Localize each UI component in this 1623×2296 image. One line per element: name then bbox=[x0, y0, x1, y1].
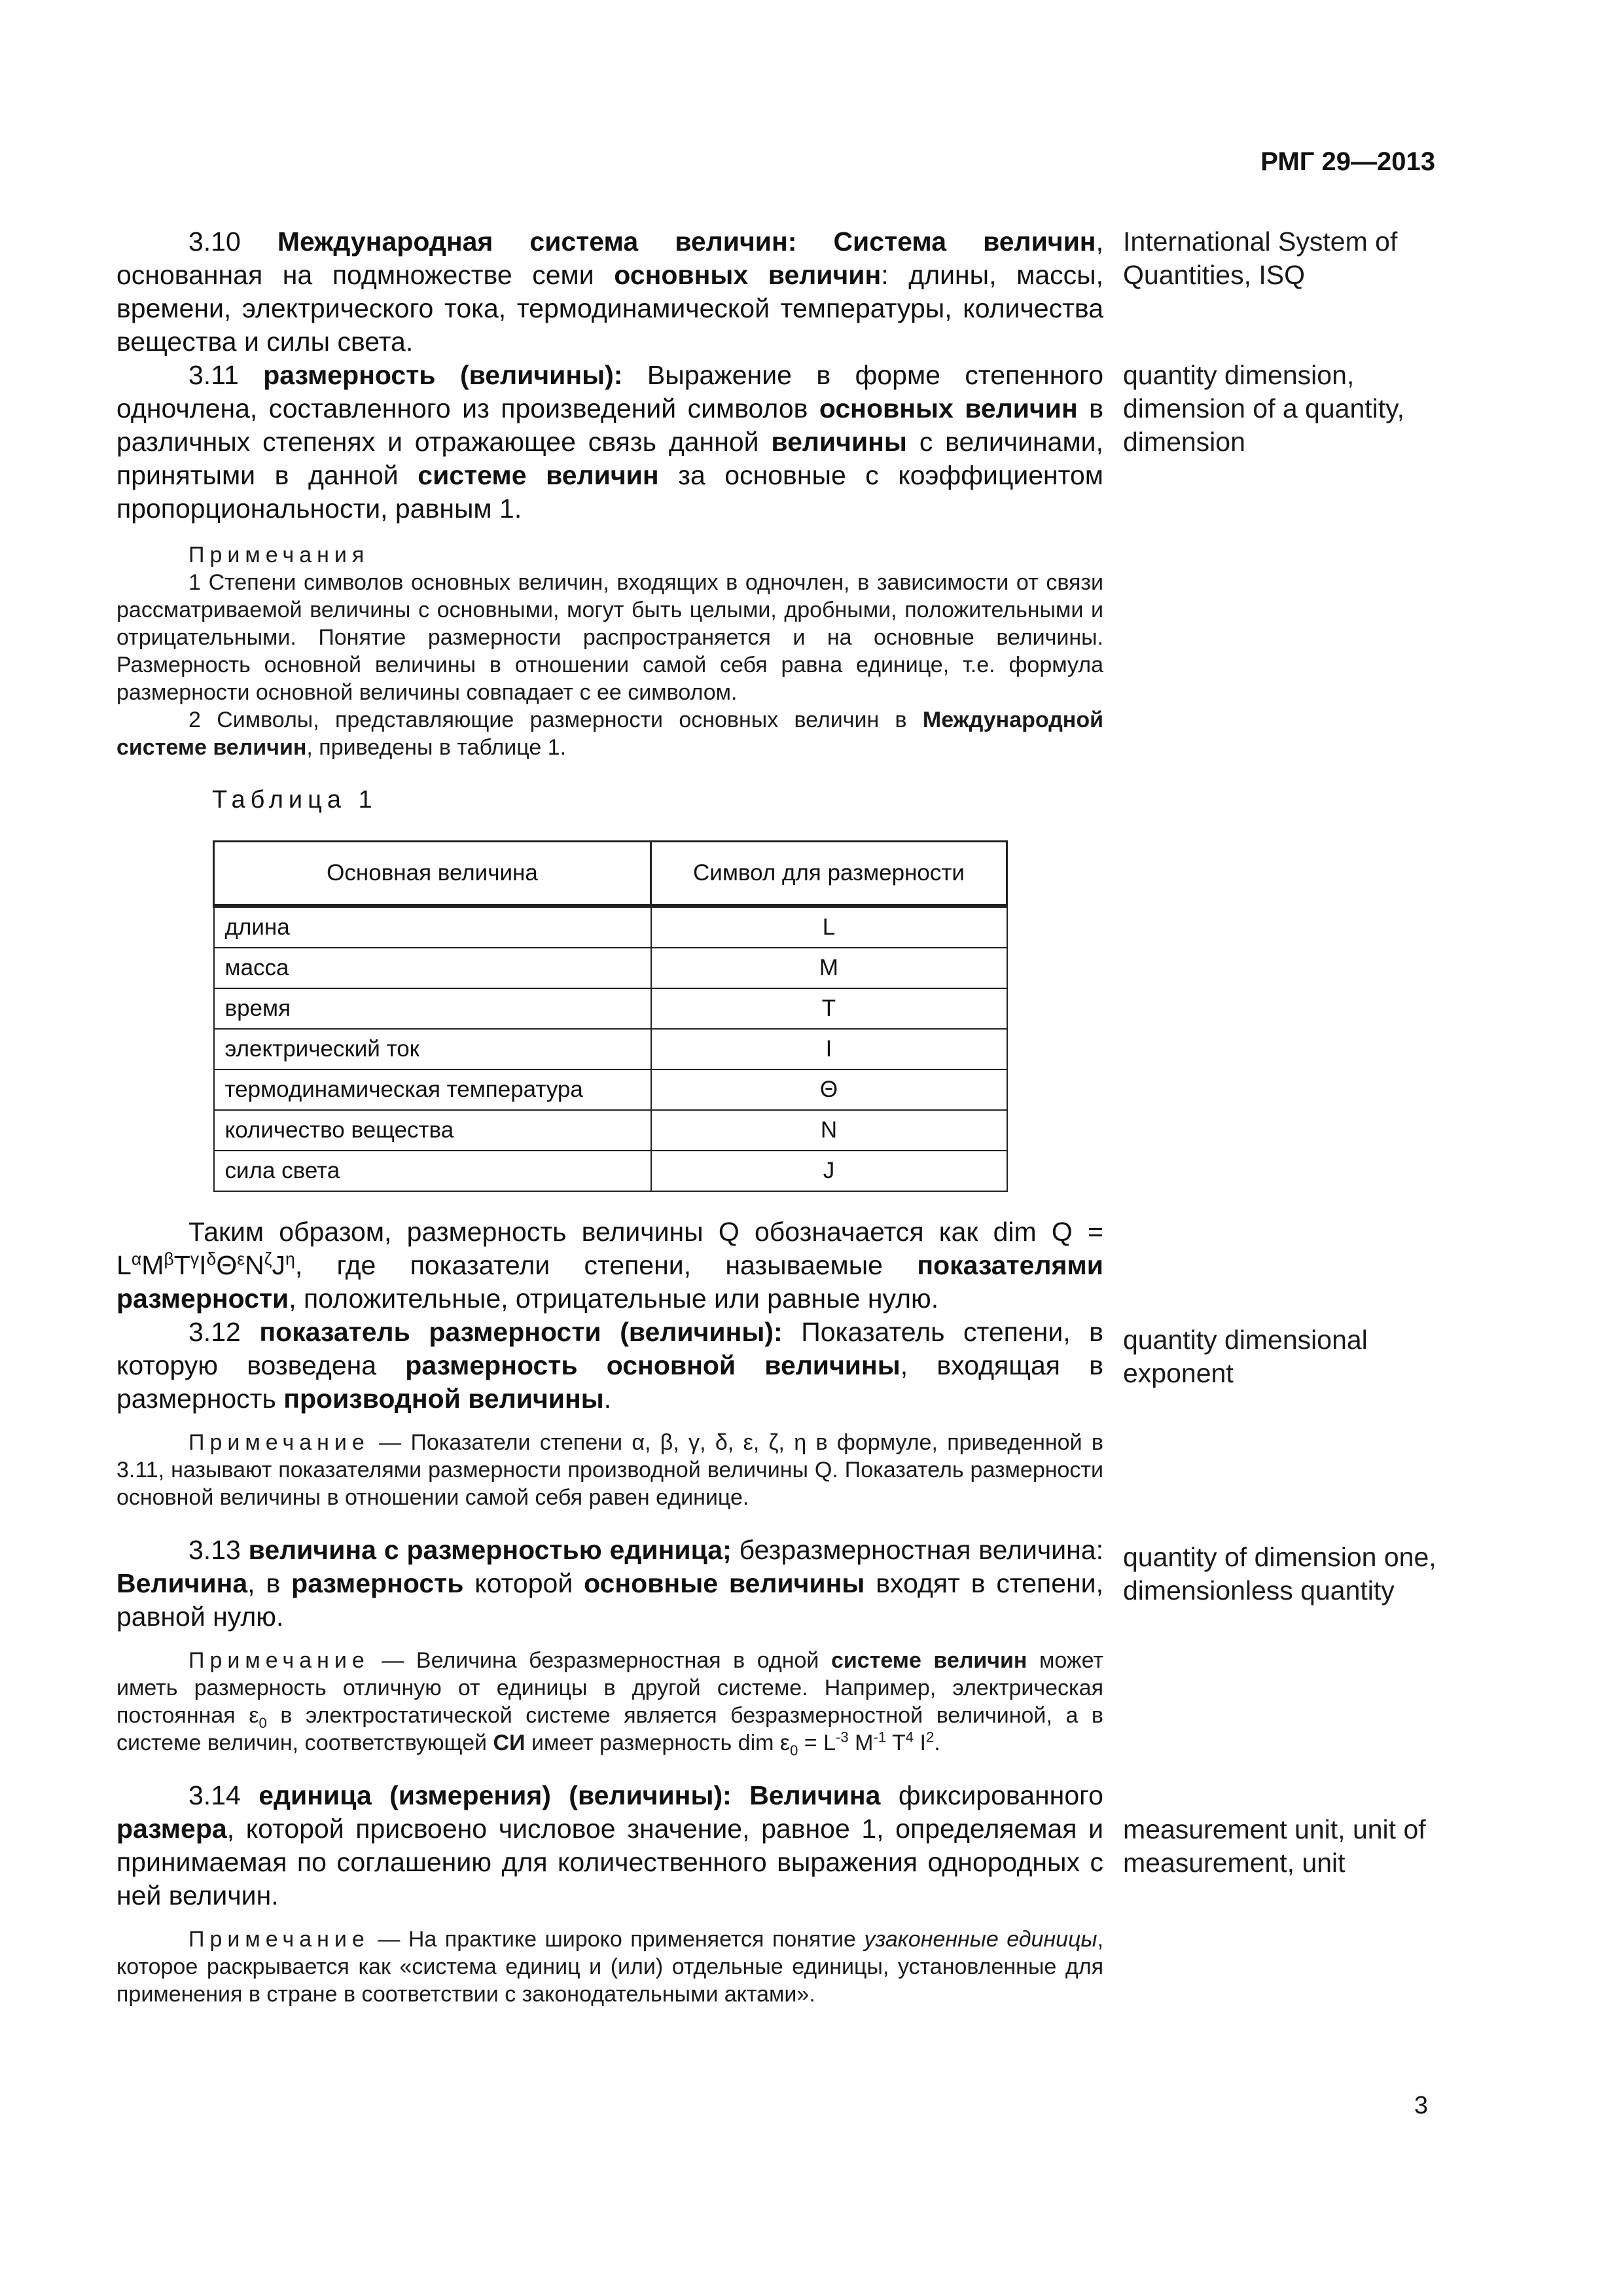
exponent: α bbox=[131, 1249, 142, 1269]
table-row bbox=[214, 988, 1007, 1029]
term: показатель размерности (величины): bbox=[259, 1317, 783, 1347]
text: за основные с коэффициентом пропорциональности, равным 1. bbox=[116, 460, 1103, 524]
symbol-cell: J bbox=[651, 1151, 1007, 1191]
table-caption: Таблица 1 bbox=[212, 786, 378, 814]
formula-part: I bbox=[914, 1731, 926, 1755]
text: , входящая в размерность bbox=[116, 1350, 1103, 1414]
standard-header: РМГ 29—2013 bbox=[1260, 147, 1435, 176]
text: Показатель степени, в которую возведена bbox=[116, 1317, 1103, 1380]
text: , основанная на подмножестве семи bbox=[116, 226, 1103, 290]
formula-part: = L bbox=[798, 1731, 836, 1755]
quantity-cell: электрический ток bbox=[214, 1029, 651, 1069]
exponent: η bbox=[285, 1249, 295, 1269]
term-en-3-14: measurement unit, unit of measurement, unit bbox=[1123, 1814, 1426, 1878]
text: , которой присвоено числовое значение, равное 1, определяемая и принимаемая по соглашению для количественного выражения однородных с ней величин. bbox=[116, 1814, 1103, 1910]
formula-part: N bbox=[245, 1250, 264, 1280]
bold-text: основных величин bbox=[819, 393, 1078, 423]
symbol-cell: I bbox=[651, 1029, 1007, 1069]
section-number: 3.10 bbox=[188, 226, 241, 257]
table-row bbox=[214, 948, 1007, 988]
text: безразмерностная величина: bbox=[739, 1535, 1103, 1565]
note-label: Примечание bbox=[188, 1430, 370, 1455]
bold-text: основных величин bbox=[614, 260, 882, 290]
exponent: δ bbox=[206, 1249, 217, 1269]
dimensions-table bbox=[213, 840, 1008, 1192]
symbol-cell: T bbox=[651, 988, 1007, 1029]
text: , в bbox=[247, 1568, 281, 1598]
section-number: 3.13 bbox=[188, 1535, 241, 1565]
text: в электростатической системе является безразмерностной величиной, а в системе величин, соответствующей bbox=[116, 1703, 1103, 1755]
note-1: 1 Степени символов основных величин, входящих в одночлен, в зависимости от связи рассматриваемой величины с основными, могут быть целыми, дробными, положительными и отрицательными. Понятие размерности распространяется и на основные величины. Размерность основной величины в отношении самой себя равна единице, т.е. формула размерности основной величины совпадает с ее символом. bbox=[116, 570, 1103, 705]
exponent: β bbox=[164, 1249, 174, 1269]
note-label: Примечание bbox=[188, 1927, 370, 1952]
note-2 bbox=[116, 706, 1103, 761]
table-row bbox=[214, 1069, 1007, 1110]
formula-part: M bbox=[141, 1250, 164, 1280]
bold-text: размерность основной величины bbox=[405, 1350, 901, 1380]
section-3-10 bbox=[116, 225, 1103, 359]
section-number: 3.14 bbox=[188, 1780, 241, 1810]
quantity-cell: количество вещества bbox=[214, 1110, 651, 1151]
bold-text: величины bbox=[771, 427, 907, 457]
section-3-14 bbox=[116, 1779, 1103, 1912]
bold-text: производной величины bbox=[283, 1384, 604, 1414]
text: 2 Символы, представляющие размерности основных величин в bbox=[188, 708, 907, 732]
formula-part: T bbox=[173, 1250, 190, 1280]
section-3-11 bbox=[116, 359, 1103, 526]
bold-text: основные величины bbox=[584, 1568, 865, 1598]
bold-text: СИ bbox=[493, 1731, 526, 1755]
formula-part: T bbox=[886, 1731, 906, 1755]
text: которой bbox=[474, 1568, 573, 1598]
exponent: 4 bbox=[905, 1729, 914, 1746]
term: единица (измерения) (величины): bbox=[259, 1780, 732, 1810]
text: . bbox=[603, 1384, 612, 1414]
formula-part: J bbox=[272, 1250, 285, 1280]
quantity-cell: сила света bbox=[214, 1151, 651, 1191]
formula-part: dim ε bbox=[738, 1731, 791, 1755]
dimension-formula-paragraph bbox=[116, 1215, 1103, 1316]
bold-text: размера bbox=[116, 1814, 227, 1844]
text: с величинами, принятыми в данной bbox=[116, 427, 1103, 490]
section-number: 3.11 bbox=[188, 360, 239, 390]
symbol-cell: M bbox=[651, 948, 1007, 988]
notes-heading: Примечания bbox=[188, 543, 370, 567]
section-number: 3.12 bbox=[188, 1317, 241, 1347]
text: — На практике широко применяется понятие bbox=[378, 1927, 856, 1952]
bold-text: размерность bbox=[291, 1568, 464, 1598]
bold-text: системе величин bbox=[418, 460, 659, 490]
note-label: Примечание bbox=[188, 1648, 370, 1673]
bold-text: системе величин bbox=[830, 1648, 1027, 1673]
text: , где показатели степени, называемые bbox=[294, 1250, 883, 1280]
symbol-cell: Θ bbox=[651, 1069, 1007, 1110]
table-row bbox=[214, 1151, 1007, 1191]
text: входят в степени, равной нулю. bbox=[116, 1568, 1103, 1632]
table-header-row bbox=[214, 842, 1007, 906]
symbol-cell: L bbox=[651, 906, 1007, 948]
table-row bbox=[214, 906, 1007, 948]
exponent: -1 bbox=[873, 1729, 887, 1746]
text: — Показатели степени α, β, γ, δ, ε, ζ, η в формуле, приведенной в 3.11, называют показателями размерности производной величины Q. Показатель размерности основной величины в отношении самой себя равен единице. bbox=[116, 1430, 1103, 1510]
text: , приведены в таблице 1. bbox=[306, 735, 567, 760]
text: , положительные, отрицательные или равные нулю. bbox=[289, 1283, 939, 1314]
text: имеет размерность bbox=[531, 1731, 732, 1755]
quantity-cell: длина bbox=[214, 906, 651, 948]
section-3-13 bbox=[116, 1534, 1103, 1634]
italic-text: узаконенные единицы bbox=[864, 1927, 1097, 1952]
bold-text: показателями размерности bbox=[116, 1250, 1103, 1314]
exponent: 2 bbox=[925, 1729, 935, 1746]
main-column bbox=[116, 225, 1103, 2008]
subscript: 0 bbox=[259, 1714, 267, 1731]
formula-part: . bbox=[934, 1731, 940, 1755]
bold-text: Международной системе величин bbox=[116, 708, 1103, 760]
exponent: ε bbox=[237, 1249, 245, 1269]
text: — Величина безразмерностная в одной bbox=[382, 1648, 819, 1673]
quantity-cell: термодинамическая температура bbox=[214, 1069, 651, 1110]
term-en-3-13: quantity of dimension one, dimensionless quantity bbox=[1123, 1542, 1436, 1605]
subscript: 0 bbox=[790, 1742, 798, 1759]
exponent: γ bbox=[190, 1249, 200, 1269]
bold-text: Величина bbox=[749, 1780, 881, 1810]
formula-part: dim Q = L bbox=[116, 1217, 1103, 1280]
exponent: -3 bbox=[836, 1729, 849, 1746]
formula-part: I bbox=[199, 1250, 207, 1280]
table-row bbox=[214, 1029, 1007, 1069]
term-en-3-12: quantity dimensional exponent bbox=[1123, 1325, 1368, 1388]
term: размерность (величины): bbox=[263, 360, 623, 390]
note-3-13 bbox=[116, 1647, 1103, 1757]
formula-part: M bbox=[848, 1731, 874, 1755]
text: Таким образом, размерность величины Q обозначается как bbox=[188, 1217, 978, 1247]
bold-text: Система величин bbox=[833, 226, 1096, 257]
text: в различных степенях и отражающее связь данной bbox=[116, 393, 1103, 457]
text: , которое раскрывается как «система единиц и (или) отдельные единицы, установленные для применения в стране в соответствии с законодательными актами». bbox=[116, 1927, 1104, 2007]
symbol-cell: N bbox=[651, 1110, 1007, 1151]
bold-text: Величина bbox=[116, 1568, 248, 1598]
text: Выражение в форме степенного одночлена, составленного из произведений символов bbox=[116, 360, 1103, 423]
dimension-example-formula bbox=[738, 1729, 940, 1759]
section-3-12 bbox=[116, 1316, 1103, 1416]
term-en-3-10: International System of Quantities, ISQ bbox=[1123, 226, 1398, 290]
quantity-cell: время bbox=[214, 988, 651, 1029]
term: Международная система величин: bbox=[277, 226, 797, 257]
term-en-3-11: quantity dimension, dimension of a quantity, dimension bbox=[1123, 360, 1404, 457]
column-header: Основная величина bbox=[214, 842, 651, 906]
exponent: ζ bbox=[264, 1249, 272, 1269]
epsilon-symbol: ε bbox=[249, 1703, 259, 1728]
notes-3-11 bbox=[116, 541, 1103, 761]
formula-part: Θ bbox=[216, 1250, 238, 1280]
term: величина с размерностью единица; bbox=[248, 1535, 732, 1565]
text: фиксированного bbox=[898, 1780, 1103, 1810]
note-3-12 bbox=[116, 1429, 1103, 1511]
note-3-14 bbox=[116, 1926, 1103, 2008]
text: : длины, массы, времени, электрического тока, термодинамической температуры, количества вещества и силы света. bbox=[116, 260, 1103, 357]
quantity-cell: масса bbox=[214, 948, 651, 988]
table-row bbox=[214, 1110, 1007, 1151]
page-number: 3 bbox=[1414, 2092, 1428, 2119]
text: может иметь размерность отличную от единицы в другой системе. Например, электрическая постоянная bbox=[116, 1648, 1104, 1728]
column-header: Символ для размерности bbox=[651, 842, 1007, 906]
